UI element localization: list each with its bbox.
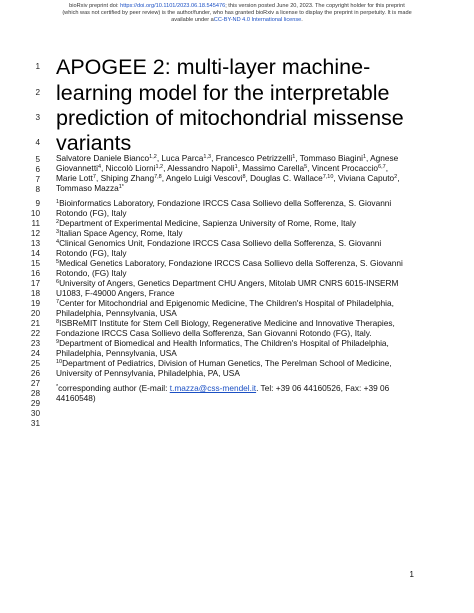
affiliation-text: Rotondo, (FG) Italy	[56, 268, 127, 278]
page-number: 1	[409, 569, 414, 579]
author-name: , Francesco Petrizzelli	[211, 153, 293, 163]
affiliation-text: Center for Mitochondrial and Epigenomic Medicine, The Children's Hospital of Philadelphia,	[59, 298, 394, 308]
affiliation-number: 2	[56, 219, 60, 225]
author-line	[56, 153, 398, 163]
affiliation-number: 3	[56, 229, 60, 235]
author-name: Giovannetti	[56, 163, 98, 173]
affiliation-number: 9	[56, 339, 60, 345]
affiliation-line	[56, 228, 183, 238]
line-number: 8	[35, 185, 40, 194]
affiliation-text: Department of Biomedical and Health Informatics, The Children's Hospital of Philadelphia,	[59, 338, 389, 348]
author-name: , Douglas C. Wallace	[245, 173, 323, 183]
affiliation-line	[56, 238, 381, 248]
header-text: .	[301, 17, 303, 23]
affiliation-line	[56, 318, 395, 328]
line-number: 22	[30, 329, 40, 338]
affiliation-text: Medical Genetics Laboratory, Fondazione IRCCS Casa Sollievo della Sofferenza, S. Giovanni	[59, 258, 403, 268]
affiliation-line	[56, 338, 389, 348]
affiliation-text: Rotondo (FG), Italy	[56, 208, 127, 218]
line-number: 3	[35, 113, 40, 122]
author-line	[56, 163, 388, 173]
affiliation-ref: 1	[234, 164, 238, 170]
affiliation-number: 8	[56, 319, 60, 325]
line-number: 25	[30, 359, 40, 368]
author-name: , Viviana Caputo	[333, 173, 395, 183]
corresponding-text: . Tel: +39 06 44160526, Fax: +39 06	[256, 383, 390, 393]
affiliation-text: Philadelphia, Pennsylvania, USA	[56, 348, 177, 358]
author-line	[56, 173, 400, 183]
line-number: 19	[30, 299, 40, 308]
header-text: available under a	[171, 17, 214, 23]
affiliation-ref: 1	[362, 154, 366, 160]
line-number: 23	[30, 339, 40, 348]
author-name: , Vincent Procaccio	[307, 163, 379, 173]
header-text: bioRxiv preprint doi:	[69, 3, 121, 9]
affiliation-ref: 6,7	[378, 164, 386, 170]
line-number: 17	[30, 279, 40, 288]
corresponding-author-line: 44160548)	[56, 393, 96, 403]
header-text: ; this version posted June 20, 2023. The copyright holder for this preprint	[225, 3, 405, 9]
affiliation-line	[56, 198, 391, 208]
affiliation-text: Fondazione IRCCS Casa Sollievo della Sofferenza, San Giovanni Rotondo (FG), Italy.	[56, 328, 372, 338]
title-line: learning model for the interpretable	[56, 81, 390, 105]
title-line: prediction of mitochondrial missense	[56, 106, 404, 130]
affiliation-number: 6	[56, 279, 60, 285]
affiliation-line	[56, 348, 177, 358]
affiliation-number: 4	[56, 239, 60, 245]
line-number: 7	[35, 175, 40, 184]
affiliation-ref: 1*	[118, 184, 124, 190]
corresponding-text: corresponding author (E-mail:	[58, 383, 170, 393]
affiliation-number: 1	[56, 199, 60, 205]
affiliation-text: U1083, F-49000 Angers, France	[56, 288, 175, 298]
affiliation-ref: 4	[97, 164, 102, 170]
affiliation-line	[56, 278, 398, 288]
line-number: 14	[30, 249, 40, 258]
affiliation-ref: 2	[394, 174, 398, 180]
affiliation-line	[56, 258, 403, 268]
line-number: 20	[30, 309, 40, 318]
line-number: 11	[31, 219, 40, 228]
affiliation-ref: 7,10	[322, 174, 334, 180]
author-name: , Tommaso Biagini	[295, 153, 363, 163]
line-number: 10	[30, 209, 40, 218]
author-line	[56, 183, 124, 193]
doi-link[interactable]: https://doi.org/10.1101/2023.06.18.545476	[120, 3, 226, 9]
line-number: 2	[35, 88, 40, 97]
affiliation-line	[56, 368, 240, 378]
affiliation-line	[56, 268, 127, 278]
affiliation-text: Rotondo (FG), Italy	[56, 248, 127, 258]
title-line: APOGEE 2: multi-layer machine-	[56, 55, 371, 79]
affiliation-text: Bioinformatics Laboratory, Fondazione IRCCS Casa Sollievo della Sofferenza, S. Giovanni	[59, 198, 392, 208]
author-name: , Shiping Zhang	[95, 173, 155, 183]
line-number: 16	[30, 269, 40, 278]
author-name: , Angelo Luigi Vescovi	[161, 173, 243, 183]
author-name: Marie Lott	[56, 173, 93, 183]
author-name: , Niccolò Liorni	[101, 163, 156, 173]
line-number: 12	[30, 229, 40, 238]
line-number: 21	[30, 319, 40, 328]
corresponding-author-line	[56, 383, 389, 393]
author-name: , Alessandro Napoli	[163, 163, 235, 173]
affiliation-line	[56, 208, 127, 218]
line-number: 4	[35, 138, 40, 147]
affiliation-line	[56, 288, 175, 298]
affiliation-line	[56, 308, 177, 318]
affiliation-ref: 1,2	[155, 164, 164, 170]
author-name: , Agnese	[366, 153, 399, 163]
line-number: 27	[30, 379, 40, 388]
author-name: ,	[385, 163, 388, 173]
author-name: , Massimo Carella	[237, 163, 305, 173]
email-link[interactable]: t.mazza@css-mendel.it	[169, 383, 257, 393]
affiliation-text: University of Pennsylvania, Philadelphia, PA, USA	[56, 368, 240, 378]
affiliation-text: Department of Experimental Medicine, Sapienza University of Rome, Rome, Italy	[59, 218, 357, 228]
affiliation-ref: 8	[242, 174, 246, 180]
affiliation-line	[56, 218, 356, 228]
affiliation-text: Clinical Genomics Unit, Fondazione IRCCS Casa Sollievo della Sofferenza, S. Giovanni	[59, 238, 382, 248]
corresponding-marker: *	[56, 384, 59, 390]
line-number: 5	[35, 155, 40, 164]
affiliation-text: University of Angers, Genetics Department CHU Angers, Mitolab UMR CNRS 6015-INSERM	[59, 278, 399, 288]
affiliation-line	[56, 358, 392, 368]
affiliation-number: 7	[56, 299, 60, 305]
affiliation-text: ISBReMIT Institute for Stem Cell Biology, Regenerative Medicine and Innovative Therapies,	[59, 318, 395, 328]
line-number: 15	[30, 259, 40, 268]
line-number: 13	[30, 239, 40, 248]
line-number: 1	[35, 62, 40, 71]
affiliation-text: Italian Space Agency, Rome, Italy	[59, 228, 183, 238]
affiliation-text: Department of Pediatrics, Division of Human Genetics, The Perelman School of Medicine,	[62, 358, 392, 368]
affiliation-line	[56, 298, 394, 308]
affiliation-ref: 1,2	[149, 154, 157, 160]
author-name: ,	[397, 173, 400, 183]
author-name: Salvatore Daniele Bianco	[56, 153, 150, 163]
author-name: Tommaso Mazza	[56, 183, 119, 193]
line-number: 28	[30, 389, 40, 398]
license-link[interactable]: CC-BY-ND 4.0 International license	[213, 17, 302, 23]
author-name: , Luca Parca	[156, 153, 204, 163]
line-number: 30	[30, 409, 40, 418]
line-number: 29	[30, 399, 40, 408]
line-number: 9	[35, 199, 40, 208]
affiliation-line	[56, 328, 372, 338]
affiliation-number: 10	[56, 359, 63, 365]
affiliation-number: 5	[56, 259, 60, 265]
header-text: (which was not certified by peer review) is the author/funder, who has granted bioRxiv a license to display the preprint in perpetuity. It is made	[62, 10, 412, 16]
affiliation-text: Philadelphia, Pennsylvania, USA	[56, 308, 177, 318]
line-number: 24	[30, 349, 40, 358]
title-line: variants	[56, 131, 132, 155]
line-number: 6	[35, 165, 40, 174]
affiliation-line	[56, 248, 127, 258]
affiliation-ref: 7	[92, 174, 96, 180]
affiliation-ref: 7,8	[154, 174, 162, 180]
affiliation-ref: 1,3	[203, 154, 212, 160]
line-number: 26	[30, 369, 40, 378]
affiliation-ref: 5	[304, 164, 308, 170]
line-number: 31	[30, 419, 40, 428]
preprint-header	[30, 3, 444, 24]
line-number: 18	[30, 289, 40, 298]
affiliation-ref: 1	[292, 154, 296, 160]
